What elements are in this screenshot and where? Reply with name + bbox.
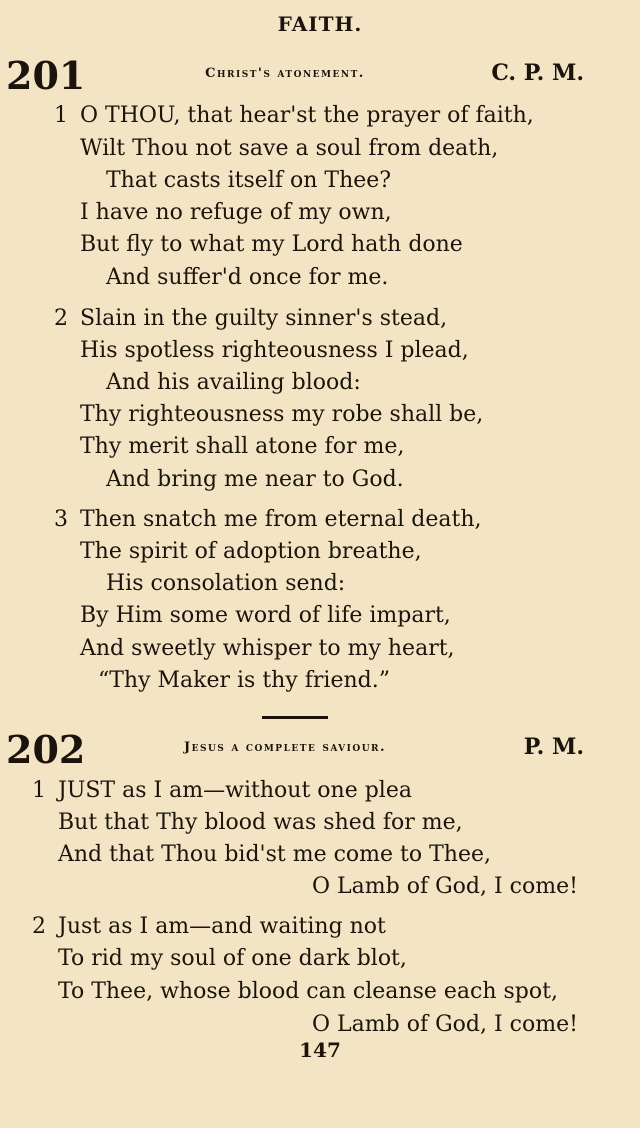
- hymn-number: 202: [6, 727, 86, 772]
- verse-line: And bring me near to God.: [106, 467, 404, 492]
- verse-line: To Thee, whose blood can cleanse each spot,: [58, 979, 558, 1004]
- verse-line: But that Thy blood was shed for me,: [58, 810, 463, 835]
- verse-line: O THOU, that hear'st the prayer of faith,: [80, 103, 534, 128]
- verse-line: O Lamb of God, I come!: [312, 1012, 578, 1037]
- hymn-202-heading: [0, 726, 640, 774]
- verse-number: 1: [54, 103, 68, 128]
- hymn-201-heading: [0, 52, 640, 100]
- verse-line: To rid my soul of one dark blot,: [58, 946, 407, 971]
- verse-line: And his availing blood:: [106, 370, 361, 395]
- verse-line: Slain in the guilty sinner's stead,: [80, 306, 448, 331]
- verse-line: That casts itself on Thee?: [106, 168, 392, 193]
- verse-line: O Lamb of God, I come!: [312, 874, 578, 899]
- verse-line: I have no refuge of my own,: [80, 200, 392, 225]
- verse-number: 2: [32, 914, 46, 939]
- hymn-number: 201: [6, 53, 86, 98]
- verse-number: 2: [54, 306, 68, 331]
- page-number: 147: [299, 1038, 341, 1062]
- verse-number: 1: [32, 778, 46, 803]
- verse-line: Just as I am—and waiting not: [58, 914, 386, 939]
- verse-line: And suffer'd once for me.: [106, 265, 389, 290]
- verse-line: Thy merit shall atone for me,: [80, 434, 405, 459]
- section-divider: [262, 716, 328, 719]
- verse-line: By Him some word of life impart,: [80, 603, 451, 628]
- hymn-meter: P. M.: [523, 734, 584, 760]
- verse-line: Then snatch me from eternal death,: [80, 507, 482, 532]
- section-header: FAITH.: [277, 12, 363, 36]
- verse-line: His consolation send:: [106, 571, 346, 596]
- verse-line: Wilt Thou not save a soul from death,: [80, 136, 499, 161]
- hymn-title: Christ's atonement.: [205, 66, 365, 81]
- verse-line: JUST as I am—without one plea: [58, 778, 412, 803]
- verse-number: 3: [54, 507, 68, 532]
- verse-line: Thy righteousness my robe shall be,: [80, 402, 484, 427]
- verse-line: His spotless righteousness I plead,: [80, 338, 469, 363]
- verse-line: And sweetly whisper to my heart,: [80, 636, 455, 661]
- hymn-title: Jesus a complete saviour.: [183, 740, 387, 755]
- hymn-meter: C. P. M.: [491, 60, 584, 86]
- verse-line: “Thy Maker is thy friend.”: [98, 668, 390, 693]
- verse-line: And that Thou bid'st me come to Thee,: [58, 842, 491, 867]
- verse-line: The spirit of adoption breathe,: [80, 539, 422, 564]
- verse-line: But fly to what my Lord hath done: [80, 232, 463, 257]
